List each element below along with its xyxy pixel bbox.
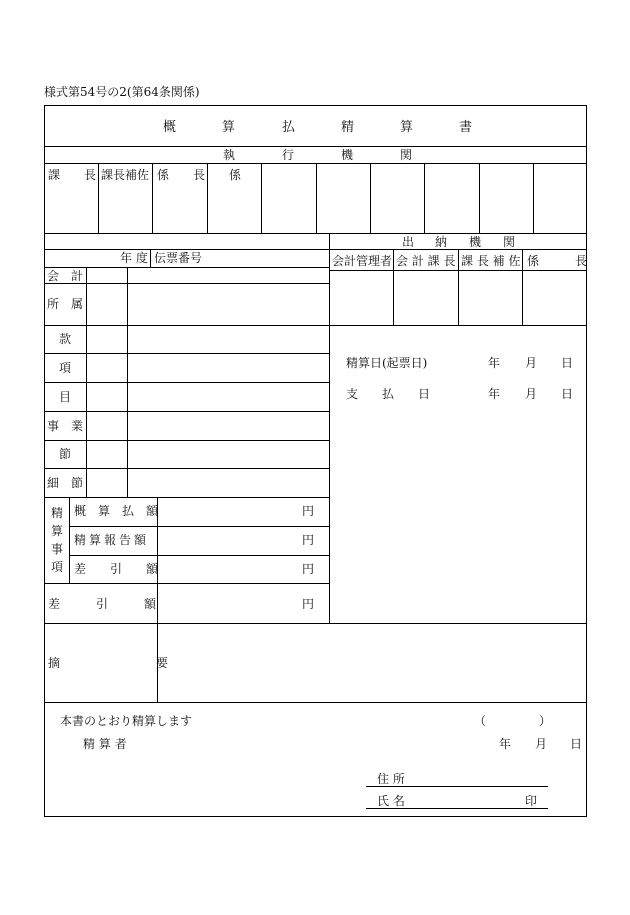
- address-field[interactable]: [410, 770, 548, 786]
- footer-month: 月: [535, 737, 548, 751]
- settlement-date-label: 精算日(起票日): [346, 356, 428, 370]
- approval-section-chief-label: 係 長: [157, 168, 206, 182]
- title-char: 書: [459, 120, 473, 135]
- address-underline: [366, 786, 548, 787]
- approval-staff-label: 係: [229, 168, 242, 182]
- settler-label: 精 算 者: [83, 737, 127, 751]
- difference-unit: 円: [302, 597, 315, 611]
- settlement-report-amount[interactable]: [158, 527, 298, 555]
- stamp-box-deputy[interactable]: [99, 164, 152, 233]
- settlement-report-unit: 円: [302, 533, 315, 547]
- accounting-manager-label: 会計管理者: [332, 254, 393, 268]
- settlement-report-label: 精算報告額: [74, 533, 150, 547]
- budget-row-label: 項: [59, 361, 72, 375]
- settlement-statement: 本書のとおり精算します: [60, 714, 193, 728]
- balance-unit: 円: [302, 562, 315, 576]
- paying-staff-label: 係 長: [527, 254, 588, 268]
- advance-payment-amount[interactable]: [158, 498, 298, 526]
- approval-deputy-label: 課長補佐: [101, 168, 150, 182]
- settlement-date-month: 月: [525, 356, 538, 370]
- title-char: 算: [400, 120, 414, 135]
- budget-row-label: 節: [59, 447, 72, 461]
- balance-label: 差 引 額: [74, 562, 159, 576]
- stamp-box-section-chief[interactable]: [153, 164, 207, 233]
- title-char: 精: [341, 120, 355, 135]
- settlement-date-day: 日: [561, 356, 574, 370]
- title-char: 払: [282, 120, 296, 135]
- name-underline: [366, 808, 548, 809]
- budget-row-label: 会 計: [47, 269, 84, 283]
- name-label: 氏 名: [377, 794, 405, 808]
- payment-date-label: 支 払 日: [346, 387, 431, 401]
- remarks-field[interactable]: [158, 624, 586, 702]
- footer-year: 年: [499, 737, 512, 751]
- fiscal-year-label: 年 度: [120, 251, 148, 265]
- accounting-chief-label: 会 計 課 長: [396, 254, 456, 268]
- paying-deputy-label: 課 長 補 佐: [461, 254, 521, 268]
- payment-date-day: 日: [561, 387, 574, 401]
- settlement-date-year: 年: [488, 356, 501, 370]
- difference-amount[interactable]: [158, 584, 298, 623]
- title-char: 算: [222, 120, 236, 135]
- approval-chief-label: 課 長: [48, 168, 97, 182]
- form-number: 様式第54号の2(第64条関係): [44, 85, 200, 99]
- name-field[interactable]: [410, 792, 520, 808]
- budget-row-label: 事 業: [47, 419, 84, 433]
- address-label: 住 所: [377, 772, 405, 786]
- paren-open: （: [474, 714, 487, 728]
- balance-amount[interactable]: [158, 556, 298, 583]
- budget-row-label: 細 節: [47, 476, 84, 490]
- title-char: 概: [163, 120, 177, 135]
- stamp-box-staff[interactable]: [208, 164, 261, 233]
- advance-payment-unit: 円: [302, 504, 315, 518]
- payment-date-year: 年: [488, 387, 501, 401]
- remarks-label: 摘 要: [48, 656, 169, 670]
- budget-row-label: 款: [59, 332, 72, 346]
- difference-label: 差 引 額: [48, 597, 157, 611]
- advance-payment-label: 概 算 払 額: [74, 504, 159, 518]
- footer-day: 日: [570, 737, 583, 751]
- stamp-box-chief[interactable]: [45, 164, 98, 233]
- budget-row-label: 所 属: [47, 297, 84, 311]
- payment-date-month: 月: [525, 387, 538, 401]
- budget-row-label: 目: [59, 390, 72, 404]
- seal-mark: 印: [525, 794, 538, 808]
- paren-close: ）: [539, 714, 552, 728]
- voucher-number-label: 伝票番号: [154, 251, 203, 265]
